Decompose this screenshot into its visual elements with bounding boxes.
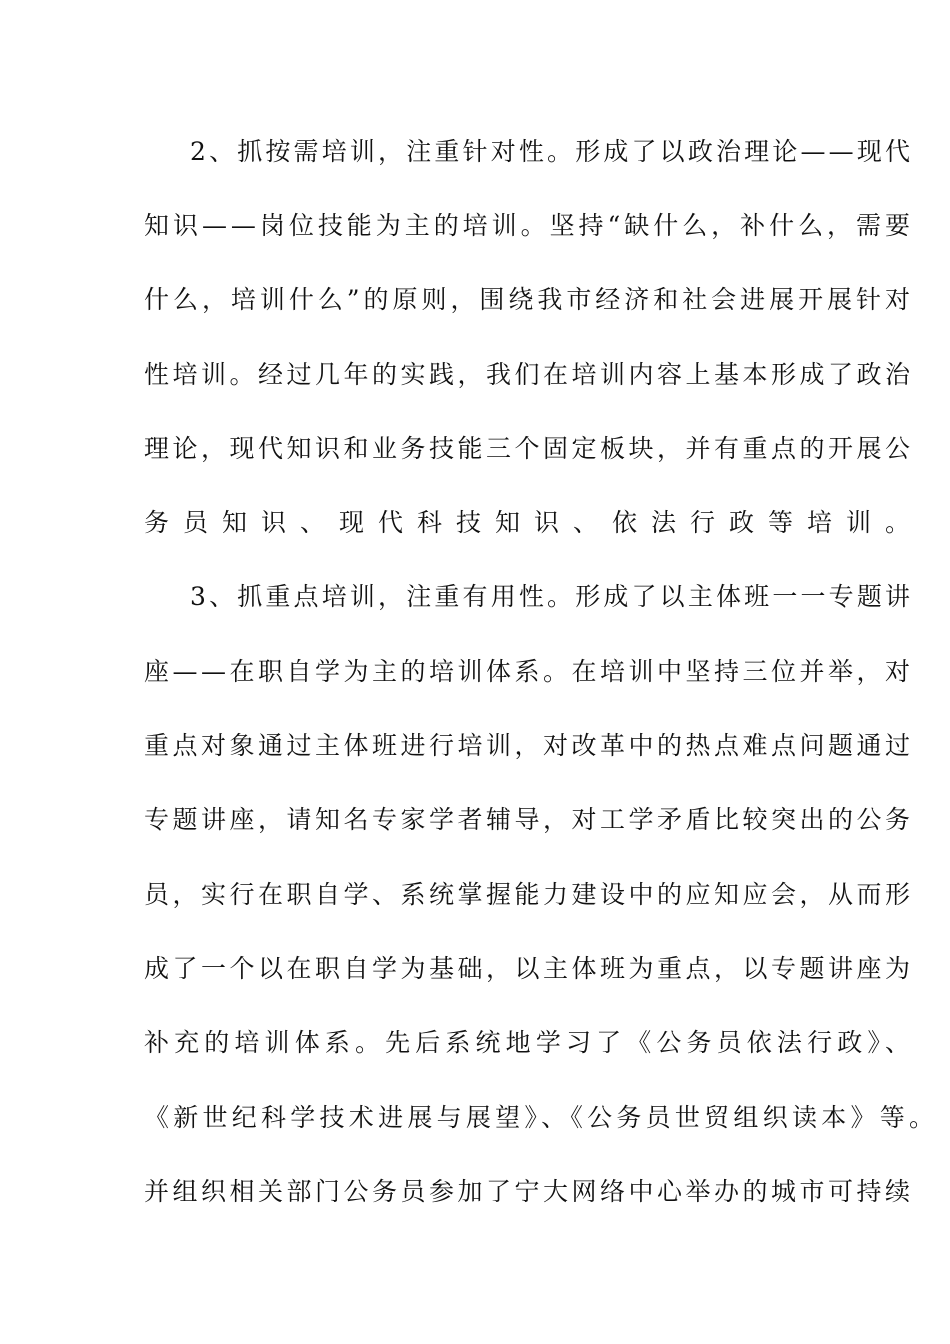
paragraph-3-line-8: 《新世纪科学技术进展与展望》、《公务员世贸组织读本》等。	[144, 1103, 939, 1132]
paragraph-2-line-3: 什么，培训什么”的原则，围绕我市经济和社会进展开展针对	[144, 285, 914, 314]
paragraph-3-line-1: 3、抓重点培训，注重有用性。形成了以主体班一一专题讲	[190, 582, 914, 611]
paragraph-3-line-2: 座——在职自学为主的培训体系。在培训中坚持三位并举，对	[144, 657, 914, 686]
paragraph-2-line-5: 理论，现代知识和业务技能三个固定板块，并有重点的开展公	[144, 434, 914, 463]
paragraph-3-line-4: 专题讲座，请知名专家学者辅导，对工学矛盾比较突出的公务	[144, 805, 914, 834]
paragraph-2-line-4: 性培训。经过几年的实践，我们在培训内容上基本形成了政治	[144, 360, 914, 389]
paragraph-3-line-6: 成了一个以在职自学为基础，以主体班为重点，以专题讲座为	[144, 954, 914, 983]
paragraph-2-line-1: 2、抓按需培训，注重针对性。形成了以政治理论——现代	[190, 137, 914, 166]
paragraph-3-line-9: 并组织相关部门公务员参加了宁大网络中心举办的城市可持续	[144, 1177, 914, 1206]
paragraph-3-line-7: 补充的培训体系。先后系统地学习了《公务员依法行政》、	[144, 1028, 916, 1057]
paragraph-2-line-2: 知识——岗位技能为主的培训。坚持“缺什么，补什么，需要	[144, 211, 914, 240]
paragraph-2-line-6: 务员知识、现代科技知识、依法行政等培训。	[144, 508, 924, 537]
paragraph-3-line-5: 员，实行在职自学、系统掌握能力建设中的应知应会，从而形	[144, 880, 914, 909]
paragraph-3-line-3: 重点对象通过主体班进行培训，对改革中的热点难点问题通过	[144, 731, 914, 760]
